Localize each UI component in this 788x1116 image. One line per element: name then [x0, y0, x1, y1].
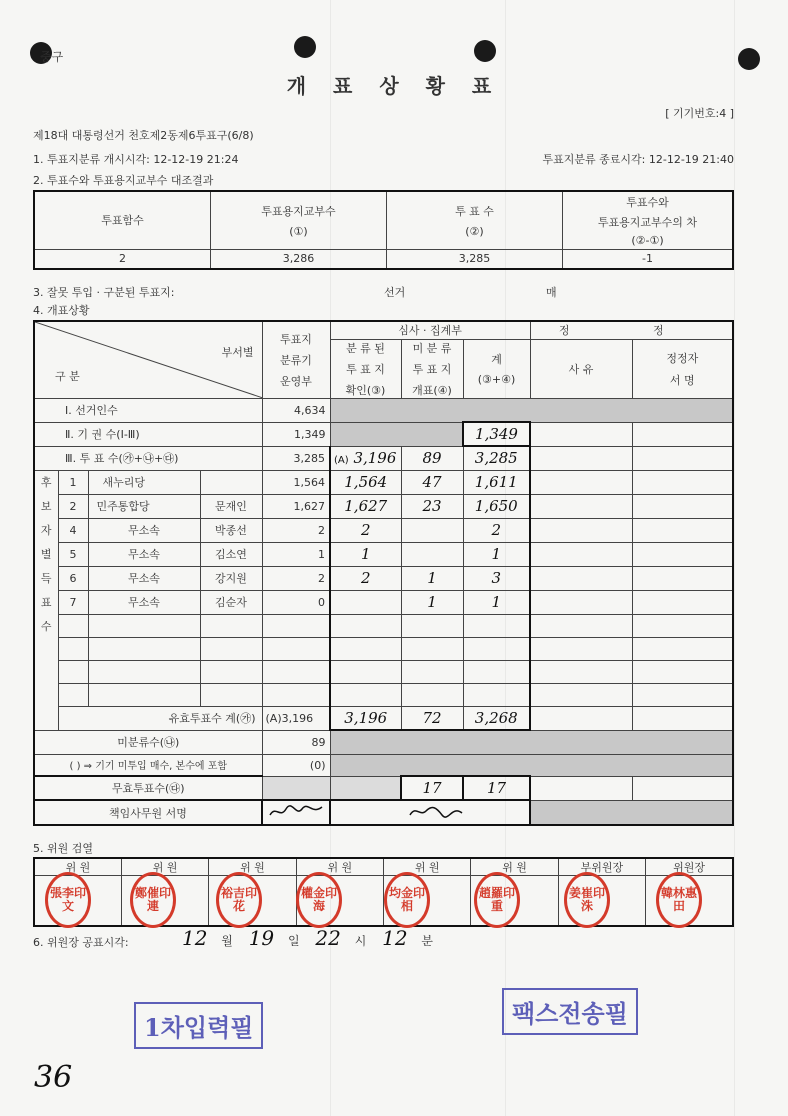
candidate-total: 1,611: [463, 470, 530, 494]
committee-header: 위원장: [646, 858, 733, 876]
candidate-unsorted: 1: [401, 590, 463, 614]
sign-area-2: [330, 800, 530, 825]
section3-election: 선거: [384, 286, 406, 299]
header-diff: 투표수와 투표용지교부수의 차 (②-①): [563, 191, 734, 249]
row-electors-label: Ⅰ. 선거인수: [34, 398, 262, 422]
announce-day: 19: [248, 926, 275, 950]
candidate-name: 박종선: [200, 518, 262, 542]
candidate-row: [34, 566, 733, 590]
committee-header: 위 원: [34, 858, 121, 876]
row-valid-unsorted: 72: [401, 706, 463, 730]
header-correction: 정 정: [530, 321, 733, 339]
candidate-party: 새누리당: [88, 470, 200, 494]
value-votes: 3,285: [387, 249, 563, 269]
header-votes: 투 표 수 (②): [387, 191, 563, 249]
page-title: 개 표 상 황 표: [286, 74, 502, 98]
candidate-no: 1: [58, 470, 88, 494]
candidate-name: 김소연: [200, 542, 262, 566]
candidate-no: 2: [58, 494, 88, 518]
candidate-no: 6: [58, 566, 88, 590]
candidate-sorter: 1: [262, 542, 330, 566]
candidate-party: 무소속: [88, 542, 200, 566]
section4-label: 4. 개표상황: [33, 304, 90, 317]
candidate-row: [34, 494, 733, 518]
header-reason: 사 유: [530, 339, 632, 398]
header-ballot-boxes: 투표함수: [34, 191, 211, 249]
header-sorter: 투표지 분류기 운영부: [262, 321, 330, 398]
candidate-sorted: [330, 590, 401, 614]
election-line: 제18대 대통령선거 천호제2동제6투표구(6/8): [33, 129, 254, 142]
header-dept: 부서별: [221, 346, 254, 359]
row-abstain-sorter: 1,349: [262, 422, 330, 446]
candidate-name: 김순자: [200, 590, 262, 614]
row-abstain-label: Ⅱ. 기 권 수(Ⅰ-Ⅲ): [34, 422, 262, 446]
machine-number: [ 기기번호:4 ]: [665, 107, 734, 120]
announce-time: 12 월 19 일 22 시 12 분: [182, 926, 433, 950]
announce-month: 12: [182, 926, 208, 950]
row-valid-sorter: (A) 3,196: [262, 706, 330, 730]
announce-hour: 22: [315, 926, 341, 950]
candidate-total: 3: [463, 566, 530, 590]
row-valid-sorted: 3,196: [330, 706, 401, 730]
candidate-row: [34, 590, 733, 614]
candidate-no: 5: [58, 542, 88, 566]
candidate-sorter: 2: [262, 518, 330, 542]
section3-label: 3. 잘못 투입 · 구분된 투표지:: [33, 286, 175, 299]
candidate-unsorted: [401, 518, 463, 542]
candidate-total: 1,650: [463, 494, 530, 518]
row-votes-label: Ⅲ. 투 표 수(㉮+㉯+㉰): [34, 446, 262, 470]
announce-minute: 12: [382, 926, 408, 950]
value-diff: -1: [563, 249, 734, 269]
candidate-sorted: 2: [330, 566, 401, 590]
row-note-label: ( ) ⇒ 기기 미투입 매수, 본수에 포함: [34, 754, 262, 776]
committee-seal: 權金印海: [296, 872, 342, 928]
value-ballot-boxes: 2: [34, 249, 211, 269]
candidate-party: 민주통합당: [88, 494, 200, 518]
row-invalid-label: 무효투표수(㉰): [34, 776, 262, 800]
row-invalid-unsorted: 17: [401, 776, 463, 800]
row-note-sorter: (0): [262, 754, 330, 776]
candidate-sorter: 2: [262, 566, 330, 590]
header-issued: 투표용지교부수 (①): [211, 191, 387, 249]
value-issued: 3,286: [211, 249, 387, 269]
candidate-unsorted: 47: [401, 470, 463, 494]
candidate-sorted: 1,627: [330, 494, 401, 518]
candidate-side-label: 후 보 자 별 득 표 수: [34, 470, 58, 730]
row-unsorted-sorter: 89: [262, 730, 330, 754]
section5-label: 5. 위원 검열: [33, 842, 93, 855]
candidate-row: [34, 470, 733, 494]
header-unsorted: 미 분 류 투 표 지 개표(④): [401, 339, 463, 398]
committee-header: 부위원장: [558, 858, 645, 876]
header-sorted: 분 류 된 투 표 지 확인(③): [330, 339, 401, 398]
committee-header: 위 원: [209, 858, 296, 876]
candidate-sorted: 1,564: [330, 470, 401, 494]
punch-hole-3: [474, 40, 496, 62]
candidate-name: 강지원: [200, 566, 262, 590]
section3-unit: 매: [546, 286, 557, 299]
sort-start-time: 1. 투표지분류 개시시각: 12-12-19 21:24: [33, 153, 239, 166]
committee-header: 위 원: [296, 858, 383, 876]
row-abstain-total: 1,349: [463, 422, 530, 446]
candidate-sorter: 1,564: [262, 470, 330, 494]
page-mark: 36: [34, 1060, 73, 1095]
candidate-sorted: 1: [330, 542, 401, 566]
committee-seal: 鄭催印連: [130, 872, 176, 928]
first-input-stamp: 1차입력필: [134, 1002, 263, 1049]
candidate-total: 1: [463, 542, 530, 566]
row-votes-sorter: 3,285: [262, 446, 330, 470]
row-unsorted-label: 미분류수(㉯): [34, 730, 262, 754]
sign-area-1: [262, 800, 330, 825]
row-votes-unsorted: 89: [401, 446, 463, 470]
header-category-cell: [34, 321, 262, 398]
header-review: 심사 · 집계부: [330, 321, 530, 339]
committee-header: 위 원: [384, 858, 471, 876]
candidate-no: 7: [58, 590, 88, 614]
row-valid-label: 유효투표수 계(㉮): [58, 706, 262, 730]
header-signer: 정정자 서 명: [632, 339, 733, 398]
candidate-party: 무소속: [88, 566, 200, 590]
candidate-sorter: 1,627: [262, 494, 330, 518]
candidate-unsorted: 1: [401, 566, 463, 590]
candidate-row: [34, 542, 733, 566]
counting-status-table: [33, 320, 734, 826]
committee-seal: 裕吉印花: [216, 872, 262, 928]
candidate-total: 1: [463, 590, 530, 614]
row-votes-sorted: (A) 3,196: [330, 446, 401, 470]
committee-seal: 趙羅印重: [474, 872, 520, 928]
candidate-unsorted: [401, 542, 463, 566]
candidate-sorted: 2: [330, 518, 401, 542]
punch-hole-2: [294, 36, 316, 58]
candidate-party: 무소속: [88, 590, 200, 614]
candidate-name: 문재인: [200, 494, 262, 518]
candidate-party: 무소속: [88, 518, 200, 542]
ballot-count-table: [33, 190, 734, 270]
row-valid-total: 3,268: [463, 706, 530, 730]
fax-sent-stamp: 팩스전송필: [502, 988, 638, 1035]
candidate-no: 4: [58, 518, 88, 542]
sort-end-time: 투표지분류 종료시각: 12-12-19 21:40: [542, 153, 734, 166]
row-electors-sorter: 4,634: [262, 398, 330, 422]
punch-hole-4: [738, 48, 760, 70]
district-label: 중구: [40, 50, 64, 64]
candidate-sorter: 0: [262, 590, 330, 614]
candidate-total: 2: [463, 518, 530, 542]
committee-seal: 姜崔印洙: [564, 872, 610, 928]
committee-seal: 均金印相: [384, 872, 430, 928]
row-sign-label: 책임사무원 서명: [34, 800, 262, 825]
candidate-row: [34, 518, 733, 542]
committee-header: 위 원: [471, 858, 558, 876]
header-total: 계 (③+④): [463, 339, 530, 398]
row-votes-total: 3,285: [463, 446, 530, 470]
row-invalid-total: 17: [463, 776, 530, 800]
section2-label: 2. 투표수와 투표용지교부수 대조결과: [33, 174, 214, 187]
committee-seal: 張李印文: [45, 872, 91, 928]
committee-seal: 韓林惠田: [656, 872, 702, 928]
committee-header: 위 원: [121, 858, 208, 876]
section6-label: 6. 위원장 공표시각:: [33, 936, 129, 949]
header-gubun: 구 분: [55, 370, 80, 383]
candidate-unsorted: 23: [401, 494, 463, 518]
